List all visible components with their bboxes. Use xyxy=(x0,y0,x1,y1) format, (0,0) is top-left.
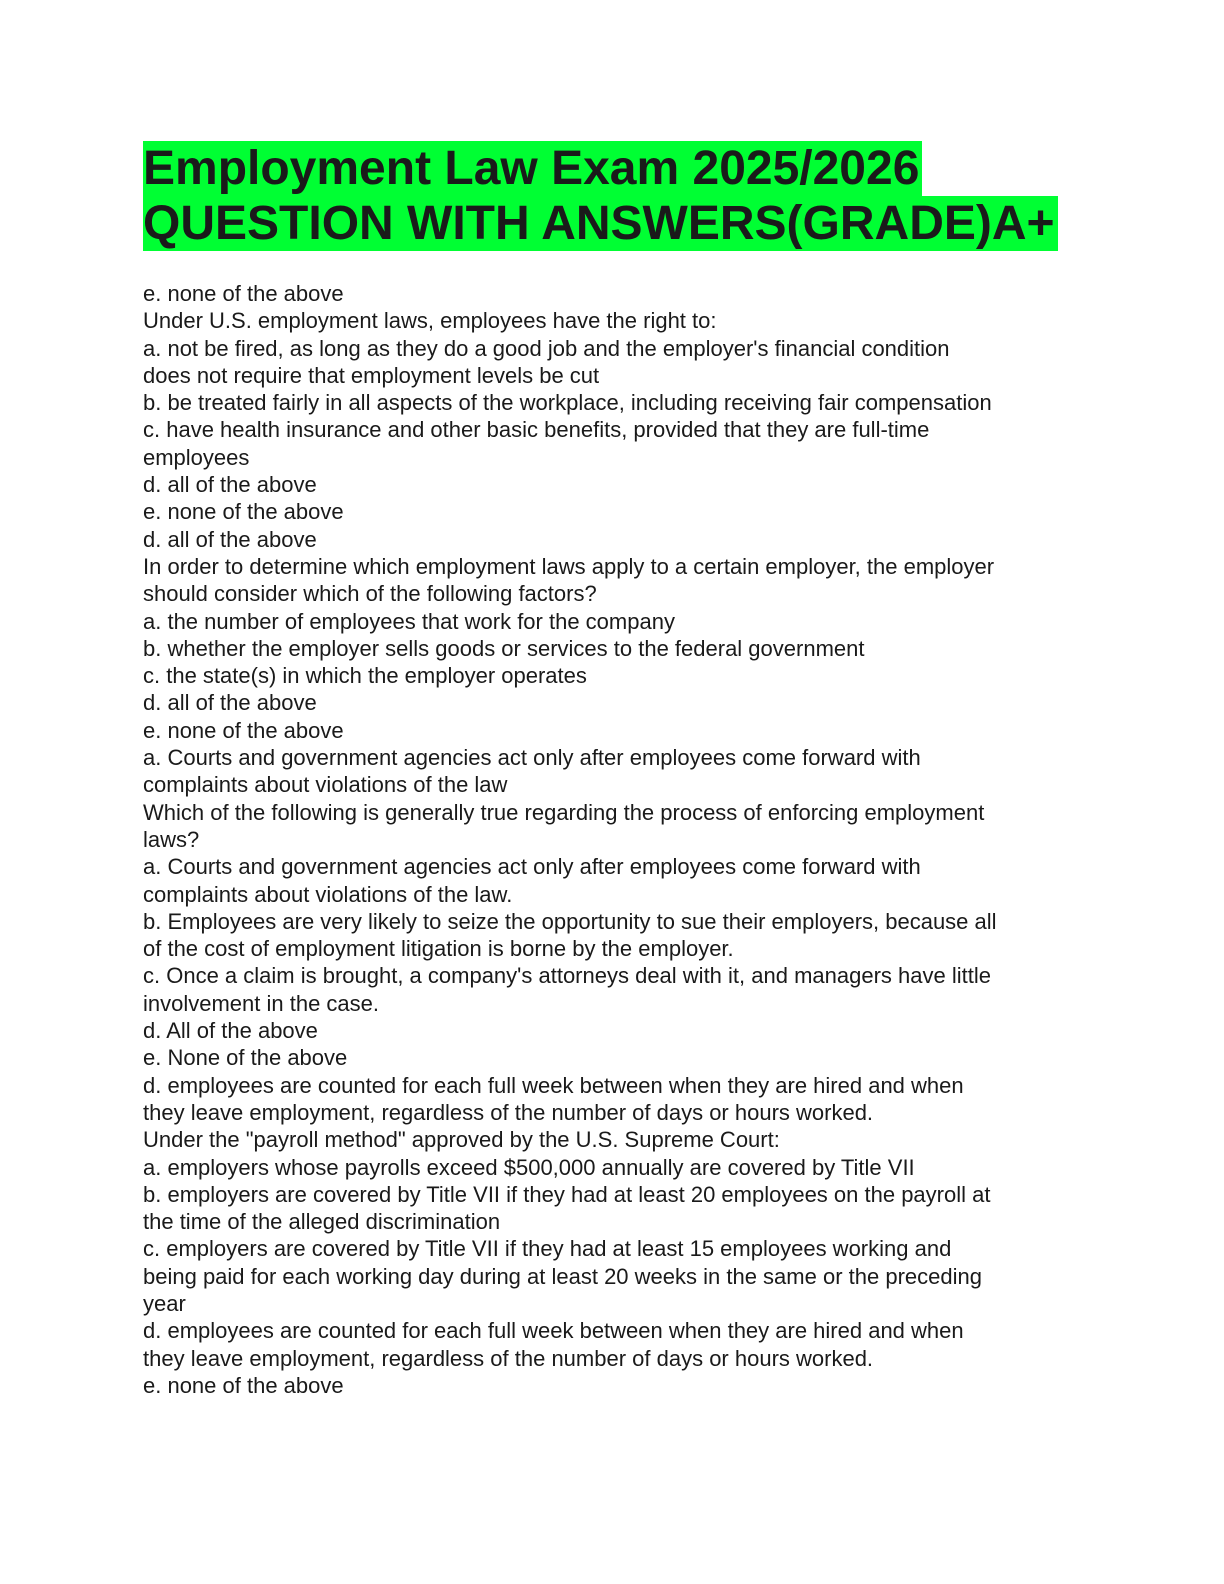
answer-option: d. all of the above xyxy=(143,690,317,716)
answer-option: b. whether the employer sells goods or services to the federal government xyxy=(143,635,865,661)
title-line-2: QUESTION WITH ANSWERS(GRADE)A+ xyxy=(143,196,1058,251)
answer-key: complaints about violations of the law xyxy=(143,772,508,798)
answer-key: a. Courts and government agencies act only after employees come forward with xyxy=(143,745,921,771)
question-text: Under U.S. employment laws, employees have the right to: xyxy=(143,308,717,334)
answer-option: e. None of the above xyxy=(143,1045,348,1071)
question-text: Under the "payroll method" approved by the U.S. Supreme Court: xyxy=(143,1127,780,1153)
answer-option: b. be treated fairly in all aspects of the workplace, including receiving fair compensation xyxy=(143,390,992,416)
answer-option: d. All of the above xyxy=(143,1018,318,1044)
answer-option: d. employees are counted for each full week between when they are hired and when xyxy=(143,1318,964,1344)
answer-option: c. Once a claim is brought, a company's attorneys deal with it, and managers have little xyxy=(143,963,991,989)
answer-key: they leave employment, regardless of the number of days or hours worked. xyxy=(143,1099,874,1125)
answer-option: employees xyxy=(143,444,250,470)
text-line: e. none of the above xyxy=(143,281,344,306)
question-text: laws? xyxy=(143,826,200,852)
answer-option: a. employers whose payrolls exceed $500,000 annually are covered by Title VII xyxy=(143,1154,915,1180)
question-text: In order to determine which employment laws apply to a certain employer, the employer xyxy=(143,553,995,579)
document-title xyxy=(143,141,1103,251)
answer-option: c. the state(s) in which the employer operates xyxy=(143,663,587,689)
answer-option: a. Courts and government agencies act only after employees come forward with xyxy=(143,854,921,880)
answer-option: c. employers are covered by Title VII if they had at least 15 employees working and xyxy=(143,1236,952,1262)
question-text: Which of the following is generally true regarding the process of enforcing employment xyxy=(143,799,985,825)
answer-key: d. all of the above xyxy=(143,526,317,552)
answer-option: e. none of the above xyxy=(143,499,344,525)
answer-key: d. employees are counted for each full week between when they are hired and when xyxy=(143,1072,964,1098)
answer-option: a. the number of employees that work for the company xyxy=(143,608,675,634)
answer-option: complaints about violations of the law. xyxy=(143,881,513,907)
document-body xyxy=(143,280,1078,1399)
title-line-1: Employment Law Exam 2025/2026 xyxy=(143,141,922,196)
answer-option: e. none of the above xyxy=(143,717,344,743)
answer-option: being paid for each working day during at least 20 weeks in the same or the preceding xyxy=(143,1263,982,1289)
answer-option: they leave employment, regardless of the number of days or hours worked. xyxy=(143,1345,874,1371)
answer-option: b. Employees are very likely to seize the opportunity to sue their employers, because all xyxy=(143,908,997,934)
answer-option: of the cost of employment litigation is borne by the employer. xyxy=(143,936,734,962)
answer-option: e. none of the above xyxy=(143,1372,344,1398)
answer-option: does not require that employment levels be cut xyxy=(143,362,600,388)
answer-option: b. employers are covered by Title VII if they had at least 20 employees on the payroll at xyxy=(143,1181,991,1207)
answer-option: the time of the alleged discrimination xyxy=(143,1209,501,1235)
answer-option: d. all of the above xyxy=(143,472,317,498)
answer-option: involvement in the case. xyxy=(143,990,380,1016)
question-text: should consider which of the following factors? xyxy=(143,581,597,607)
answer-option: a. not be fired, as long as they do a good job and the employer's financial condition xyxy=(143,335,950,361)
answer-option: year xyxy=(143,1290,186,1316)
answer-option: c. have health insurance and other basic benefits, provided that they are full-time xyxy=(143,417,930,443)
